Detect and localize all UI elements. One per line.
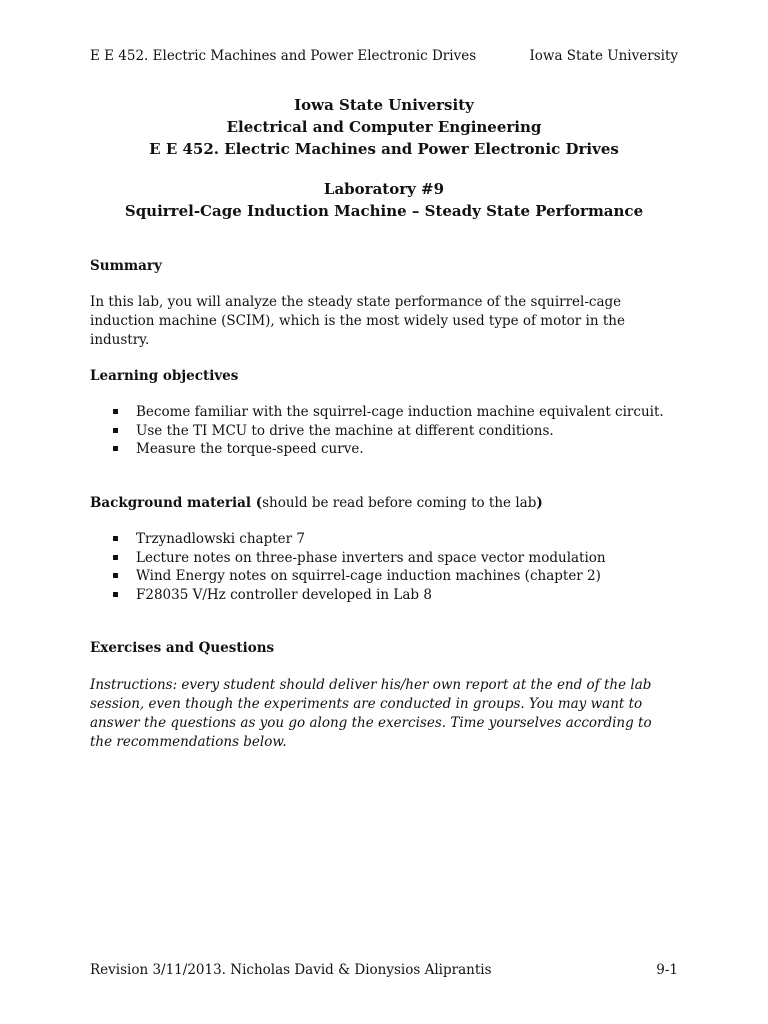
background-list (110, 530, 606, 604)
lab-number: Laboratory #9 (323, 180, 445, 198)
list-item: Lecture notes on three-phase inverters and space vector modulation (110, 549, 606, 568)
lab-title-block (0, 178, 768, 222)
background-heading (90, 495, 543, 511)
list-item: Measure the torque-speed curve. (110, 440, 664, 459)
objectives-heading: Learning objectives (90, 368, 239, 384)
summary-heading: Summary (90, 258, 162, 274)
title-block (0, 94, 768, 160)
title-university: Iowa State University (294, 96, 474, 114)
footer-revision: Revision 3/11/2013. Nicholas David & Dionysios Aliprantis (90, 962, 492, 978)
footer-page-number: 9-1 (656, 962, 678, 978)
summary-text: In this lab, you will analyze the steady state performance of the squirrel-cage induction machine (SCIM), which is the most widely used type of motor in the industry. (90, 294, 625, 348)
background-heading-label: Background material ( (90, 495, 263, 511)
list-item: Wind Energy notes on squirrel-cage induction machines (chapter 2) (110, 567, 606, 586)
header-course: E E 452. Electric Machines and Power Electronic Drives (90, 48, 477, 64)
objectives-list (110, 403, 664, 459)
background-heading-close: ) (536, 495, 543, 511)
title-department: Electrical and Computer Engineering (226, 118, 542, 136)
list-item: F28035 V/Hz controller developed in Lab 8 (110, 586, 606, 605)
exercises-heading: Exercises and Questions (90, 640, 275, 656)
list-item: Become familiar with the squirrel-cage induction machine equivalent circuit. (110, 403, 664, 422)
lab-title: Squirrel-Cage Induction Machine – Steady State Performance (124, 202, 644, 220)
list-item: Use the TI MCU to drive the machine at different conditions. (110, 422, 664, 441)
exercises-instructions: Instructions: every student should deliver his/her own report at the end of the lab session, even though the experiments are conducted in groups. You may want to answer the questions as you go along the exercises. Time yourselves according to the recommendations below. (90, 677, 652, 750)
header-university: Iowa State University (529, 48, 678, 64)
background-heading-note: should be read before coming to the lab (262, 495, 537, 511)
title-course: E E 452. Electric Machines and Power Electronic Drives (149, 140, 619, 158)
list-item: Trzynadlowski chapter 7 (110, 530, 606, 549)
